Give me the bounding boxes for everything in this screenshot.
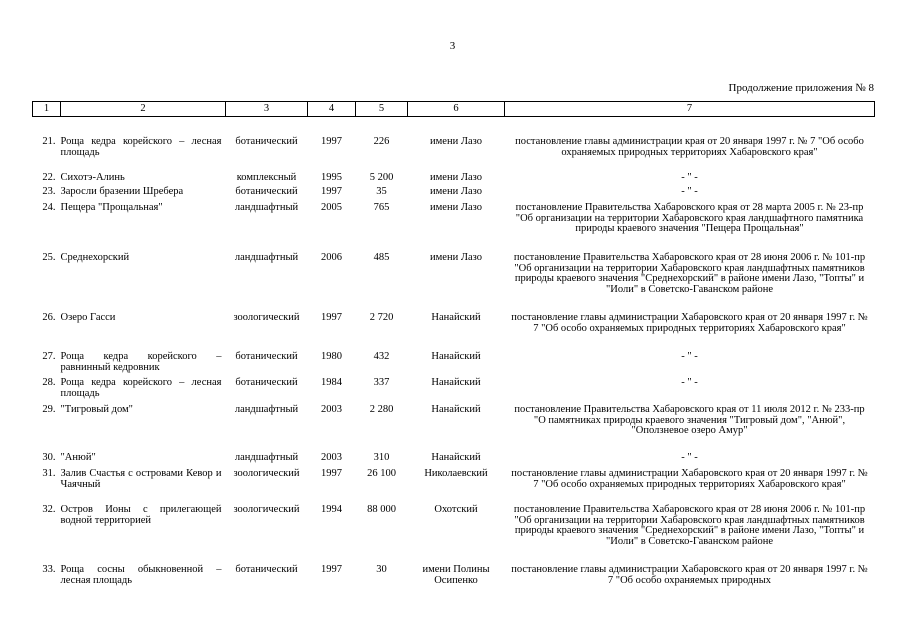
header-row [33, 102, 875, 117]
legal-document: постановление главы администрации Хабаровского края от 20 января 1997 г. № 7 "Об особо охраняемых природных территориях Хабаровского края" [511, 468, 868, 490]
monument-district: имени Лазо [430, 186, 482, 197]
monument-name: Роща кедра корейского – равнинный кедровник [60, 351, 222, 373]
monument-year: 2006 [321, 252, 342, 263]
monument-district: Нанайский [431, 404, 481, 415]
monument-type: ландшафтный [234, 202, 299, 213]
monument-name: Озеро Гасси [60, 312, 116, 323]
header-col-3: 3 [226, 102, 308, 117]
legal-document: - " - [681, 377, 698, 388]
header-col-2: 2 [61, 102, 226, 117]
row-number: 32. [42, 504, 56, 515]
legal-document: - " - [681, 172, 698, 183]
monuments-table [32, 101, 875, 589]
monument-type: зоологический [233, 468, 300, 479]
monument-district: имени Лазо [430, 136, 482, 147]
legal-document: постановление главы администрации Хабаровского края от 20 января 1997 г. № 7 "Об особо охраняемых природных [511, 564, 868, 586]
legal-document: - " - [681, 351, 698, 362]
monument-area: 5 200 [369, 172, 394, 183]
header-col-4: 4 [308, 102, 356, 117]
monument-name: Сихотэ-Алинь [60, 172, 125, 183]
monument-district: Охотский [434, 504, 478, 515]
monument-year: 1980 [321, 351, 342, 362]
monument-area: 432 [373, 351, 390, 362]
monument-area: 485 [373, 252, 390, 263]
legal-document: - " - [681, 452, 698, 463]
monument-area: 26 100 [367, 468, 396, 479]
monument-district: имени Полины Осипенко [422, 564, 490, 586]
monument-name: Роща кедра корейского – лесная площадь [60, 377, 222, 399]
monument-type: ландшафтный [234, 404, 299, 415]
row-number: 31. [42, 468, 56, 479]
row-number: 29. [42, 404, 56, 415]
header-col-5: 5 [356, 102, 408, 117]
monument-year: 1997 [321, 312, 342, 323]
monument-name: Пещера "Прощальная" [60, 202, 163, 213]
monument-area: 765 [373, 202, 390, 213]
row-number: 21. [42, 136, 56, 147]
row-number: 30. [42, 452, 56, 463]
table-row [33, 378, 875, 405]
legal-document: постановление главы администрации края от 20 января 1997 г. № 7 "Об особо охраняемых природных территориях Хабаровского края" [515, 136, 864, 158]
monument-district: Нанайский [431, 312, 481, 323]
monument-year: 1994 [321, 504, 342, 515]
monument-name: Среднехорский [60, 252, 130, 263]
table-row [33, 469, 875, 505]
monument-year: 1995 [321, 172, 342, 183]
legal-document: постановление Правительства Хабаровского края от 28 июня 2006 г. № 101-пр "Об организации на территории Хабаровского края ландшафтных памятников природы краевого значения "Среднехорский" в районе имени Лазо, "Топты" и "Иоли" в Советско-Гаванском районе [513, 504, 866, 547]
table-row [33, 565, 875, 589]
monument-district: имени Лазо [430, 202, 482, 213]
monument-type: ботанический [235, 136, 298, 147]
monument-district: Нанайский [431, 351, 481, 362]
table-row [33, 137, 875, 173]
table-row [33, 453, 875, 469]
header-col-7: 7 [505, 102, 875, 117]
legal-document: постановление Правительства Хабаровского края от 28 июня 2006 г. № 101-пр "Об организации на территории Хабаровского края ландшафтных памятников природы краевого значения "Среднехорский" в районе имени Лазо, "Топты" и "Иоли" в Советско-Гаванском районе [513, 252, 866, 295]
row-number: 23. [42, 186, 56, 197]
table-row [33, 253, 875, 313]
monument-year: 1997 [321, 136, 342, 147]
monument-area: 35 [376, 186, 387, 197]
legal-document: постановление главы администрации Хабаровского края от 20 января 1997 г. № 7 "Об особо охраняемых природных территориях Хабаровского края" [511, 312, 868, 334]
monument-area: 310 [373, 452, 390, 463]
legal-document: постановление Правительства Хабаровского края от 11 июля 2012 г. № 233-пр "О памятниках природы краевого значения "Тигровый дом", "Анюй", "Оползневое озеро Амур" [514, 404, 865, 436]
monument-area: 2 280 [369, 404, 394, 415]
monument-year: 2003 [321, 404, 342, 415]
monument-type: зоологический [233, 312, 300, 323]
row-number: 33. [42, 564, 56, 575]
table-row [33, 173, 875, 187]
monument-district: Нанайский [431, 452, 481, 463]
monument-area: 226 [373, 136, 390, 147]
table-row [33, 203, 875, 253]
row-number: 27. [42, 351, 56, 362]
header-col-1: 1 [33, 102, 61, 117]
table-row [33, 505, 875, 565]
continuation-label: Продолжение приложения № 8 [728, 82, 874, 94]
table-row [33, 187, 875, 203]
monument-area: 337 [373, 377, 390, 388]
legal-document: постановление Правительства Хабаровского края от 28 марта 2005 г. № 23-пр "Об организации на территории Хабаровского края ландшафтного памятника природы краевого значения "Пещера Прощальная" [515, 202, 864, 234]
monument-year: 2005 [321, 202, 342, 213]
monument-type: зоологический [233, 504, 300, 515]
monument-type: комплексный [236, 172, 297, 183]
row-number: 28. [42, 377, 56, 388]
monument-area: 30 [376, 564, 387, 575]
page-number: 3 [449, 40, 456, 52]
monument-name: Роща кедра корейского – лесная площадь [60, 136, 222, 158]
monument-name: "Анюй" [60, 452, 96, 463]
table-row [33, 352, 875, 378]
monument-district: имени Лазо [430, 252, 482, 263]
monument-name: Залив Счастья с островами Кевор и Чаячный [60, 468, 222, 490]
row-number: 25. [42, 252, 56, 263]
monument-name: Остров Ионы с прилегающей водной территорией [60, 504, 222, 526]
monument-year: 1997 [321, 564, 342, 575]
monument-type: ботанический [235, 186, 298, 197]
monument-type: ландшафтный [234, 252, 299, 263]
monument-area: 2 720 [369, 312, 394, 323]
legal-document: - " - [681, 186, 698, 197]
monument-type: ботанический [235, 564, 298, 575]
monument-district: Нанайский [431, 377, 481, 388]
monument-type: ботанический [235, 351, 298, 362]
monument-district: Николаевский [424, 468, 488, 479]
monument-year: 1984 [321, 377, 342, 388]
row-number: 22. [42, 172, 56, 183]
monument-year: 1997 [321, 468, 342, 479]
monument-type: ландшафтный [234, 452, 299, 463]
monument-district: имени Лазо [430, 172, 482, 183]
monument-name: "Тигровый дом" [60, 404, 133, 415]
table-row [33, 405, 875, 453]
monument-type: ботанический [235, 377, 298, 388]
monument-name: Роща сосны обыкновенной – лесная площадь [60, 564, 222, 586]
row-number: 24. [42, 202, 56, 213]
table-row [33, 313, 875, 352]
monument-year: 1997 [321, 186, 342, 197]
monument-year: 2003 [321, 452, 342, 463]
monument-name: Заросли бразении Шребера [60, 186, 184, 197]
header-col-6: 6 [408, 102, 505, 117]
monument-area: 88 000 [367, 504, 396, 515]
row-number: 26. [42, 312, 56, 323]
